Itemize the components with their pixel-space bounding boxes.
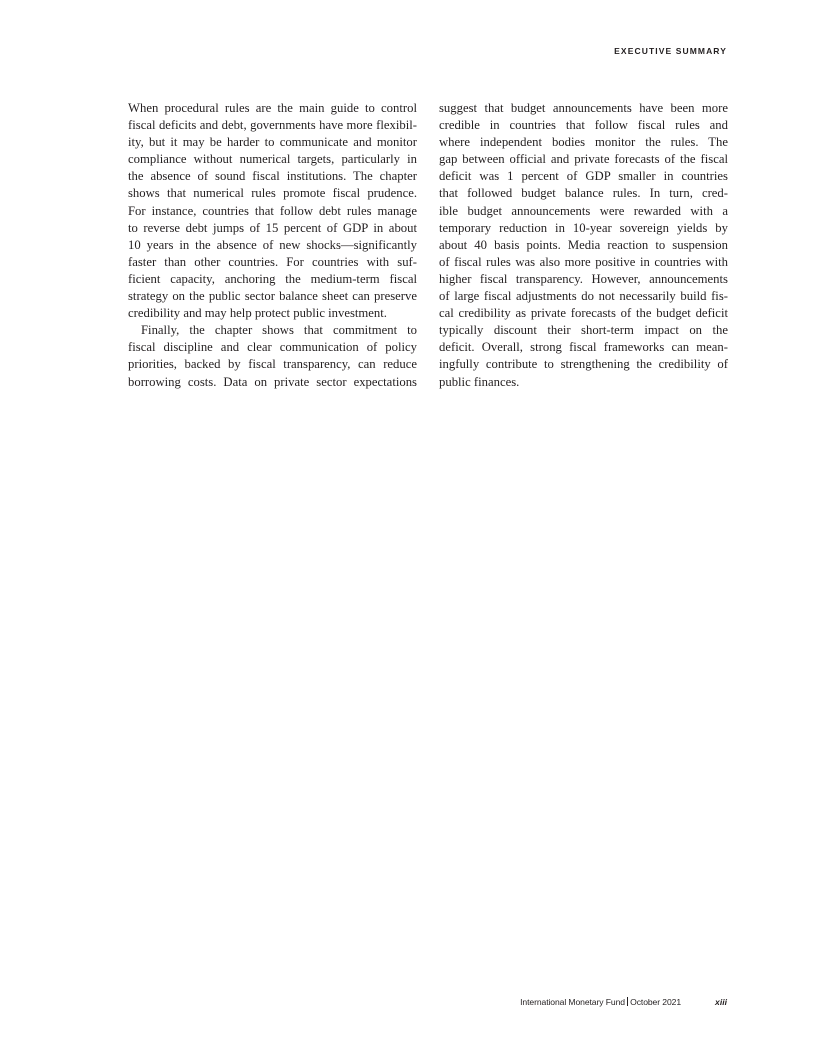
footer-publisher-line <box>520 997 681 1007</box>
text-line: credible in countries that follow fiscal rules and <box>439 118 728 133</box>
text-line: temporary reduction in 10-year sovereign yields by <box>439 220 728 235</box>
text-line: ficient capacity, anchoring the medium-term fiscal <box>128 271 417 286</box>
footer-divider <box>627 997 628 1006</box>
text-line: faster than other countries. For countries with suf- <box>128 254 417 269</box>
footer-date: October 2021 <box>630 997 681 1007</box>
text-line: where independent bodies monitor the rules. The <box>439 135 728 150</box>
text-line: compliance without numerical targets, particularly in <box>128 152 417 167</box>
text-line: the absence of sound fiscal institutions. The chapter <box>128 169 417 184</box>
text-line: fiscal discipline and clear communication of policy <box>128 340 417 355</box>
text-line: of fiscal rules was also more positive in countries with <box>439 254 728 269</box>
text-line: ingfully contribute to strengthening the credibility of <box>439 357 728 372</box>
text-line: borrowing costs. Data on private sector expectations <box>128 374 417 389</box>
text-line: strategy on the public sector balance sheet can preserve <box>128 289 417 304</box>
left-column <box>128 100 417 391</box>
text-line: deficit. Overall, strong fiscal frameworks can mean- <box>439 340 728 355</box>
text-line: of large fiscal adjustments do not necessarily build fis- <box>439 289 728 304</box>
text-line: fiscal deficits and debt, governments have more flexibil- <box>128 118 417 133</box>
text-line: typically discount their short-term impact on the <box>439 323 728 338</box>
text-line: about 40 basis points. Media reaction to suspension <box>439 237 728 252</box>
text-line: Finally, the chapter shows that commitment to <box>141 323 417 338</box>
right-column <box>439 100 728 391</box>
text-line: that followed budget balance rules. In turn, cred- <box>439 186 728 201</box>
page-footer <box>0 997 816 1011</box>
text-line: credibility and may help protect public investment. <box>128 306 387 321</box>
text-line: 10 years in the absence of new shocks—significantly <box>128 237 417 252</box>
text-line: higher fiscal transparency. However, announcements <box>439 271 728 286</box>
footer-publisher: International Monetary Fund <box>520 997 625 1007</box>
text-line: ity, but it may be harder to communicate and monitor <box>128 135 417 150</box>
text-line: cal credibility as private forecasts of the budget deficit <box>439 306 728 321</box>
running-head: EXECUTIVE SUMMARY <box>614 46 727 56</box>
page-number: xiii <box>715 997 727 1007</box>
text-line: gap between official and private forecasts of the fiscal <box>439 152 728 167</box>
text-line: to reverse debt jumps of 15 percent of GDP in about <box>128 220 417 235</box>
text-line: suggest that budget announcements have been more <box>439 101 728 115</box>
text-line: public finances. <box>439 374 520 389</box>
text-line: priorities, backed by fiscal transparency, can reduce <box>128 357 417 372</box>
text-line: deficit was 1 percent of GDP smaller in countries <box>439 169 728 184</box>
text-line: ible budget announcements were rewarded with a <box>439 203 728 218</box>
text-line: shows that numerical rules promote fiscal prudence. <box>128 186 417 201</box>
text-line: For instance, countries that follow debt rules manage <box>128 203 417 218</box>
text-line: When procedural rules are the main guide to control <box>128 101 417 115</box>
